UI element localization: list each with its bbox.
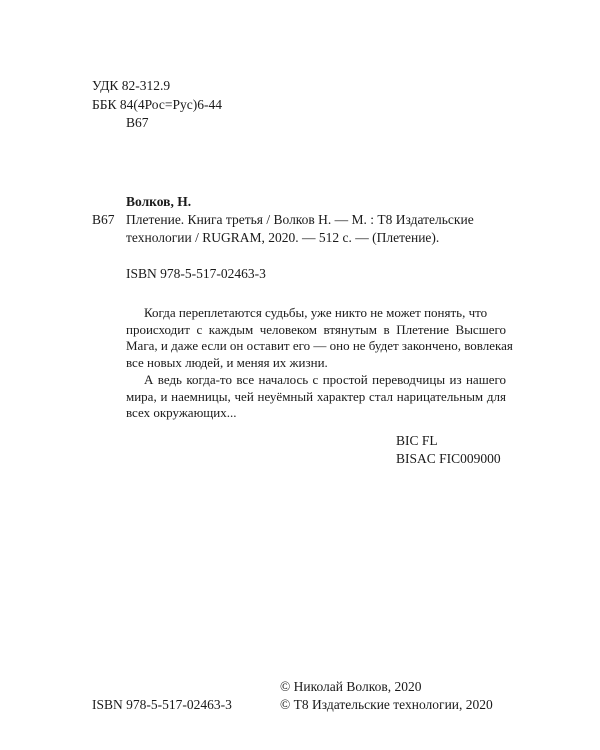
bic-code: BIC FL [396, 433, 438, 448]
annotation-line: А ведь когда-то все началось с простой переводчицы из нашего [144, 372, 506, 387]
bbk-code: ББК 84(4Рос=Рус)6-44 [92, 97, 222, 112]
annotation-line: происходит с каждым человеком втянутым в Плетение Высшего [126, 321, 506, 337]
record-author-sign: В67 [92, 212, 115, 227]
bisac-code: BISAC FIC009000 [396, 451, 501, 466]
annotation-paragraph-1 [126, 305, 513, 371]
author-sign: В67 [126, 115, 149, 130]
record-isbn: ISBN 978-5-517-02463-3 [126, 266, 266, 281]
copyright-publisher: © Т8 Издательские технологии, 2020 [280, 697, 493, 712]
footer-isbn: ISBN 978-5-517-02463-3 [92, 697, 232, 712]
record-description-line-1: Плетение. Книга третья / Волков Н. — М. : Т8 Издательские [126, 212, 474, 227]
udk-code: УДК 82-312.9 [92, 78, 171, 93]
annotation-line: все новых людей, и меняя их жизни. [126, 354, 328, 370]
author-name: Волков, Н. [126, 194, 192, 209]
annotation-line: всех окружающих... [126, 405, 237, 420]
annotation-line: Когда переплетаются судьбы, уже никто не может понять, что [144, 305, 488, 320]
annotation-paragraph-2 [126, 372, 506, 422]
annotation-line: мира, и наемницы, чей неуёмный характер стал нарицательным для [126, 388, 506, 404]
record-description-line-2: технологии / RUGRAM, 2020. — 512 с. — (Плетение). [126, 230, 440, 245]
annotation-line: Мага, и даже если он оставит его — оно не будет закончено, вовлекая [126, 338, 513, 353]
copyright-author: © Николай Волков, 2020 [280, 679, 422, 694]
